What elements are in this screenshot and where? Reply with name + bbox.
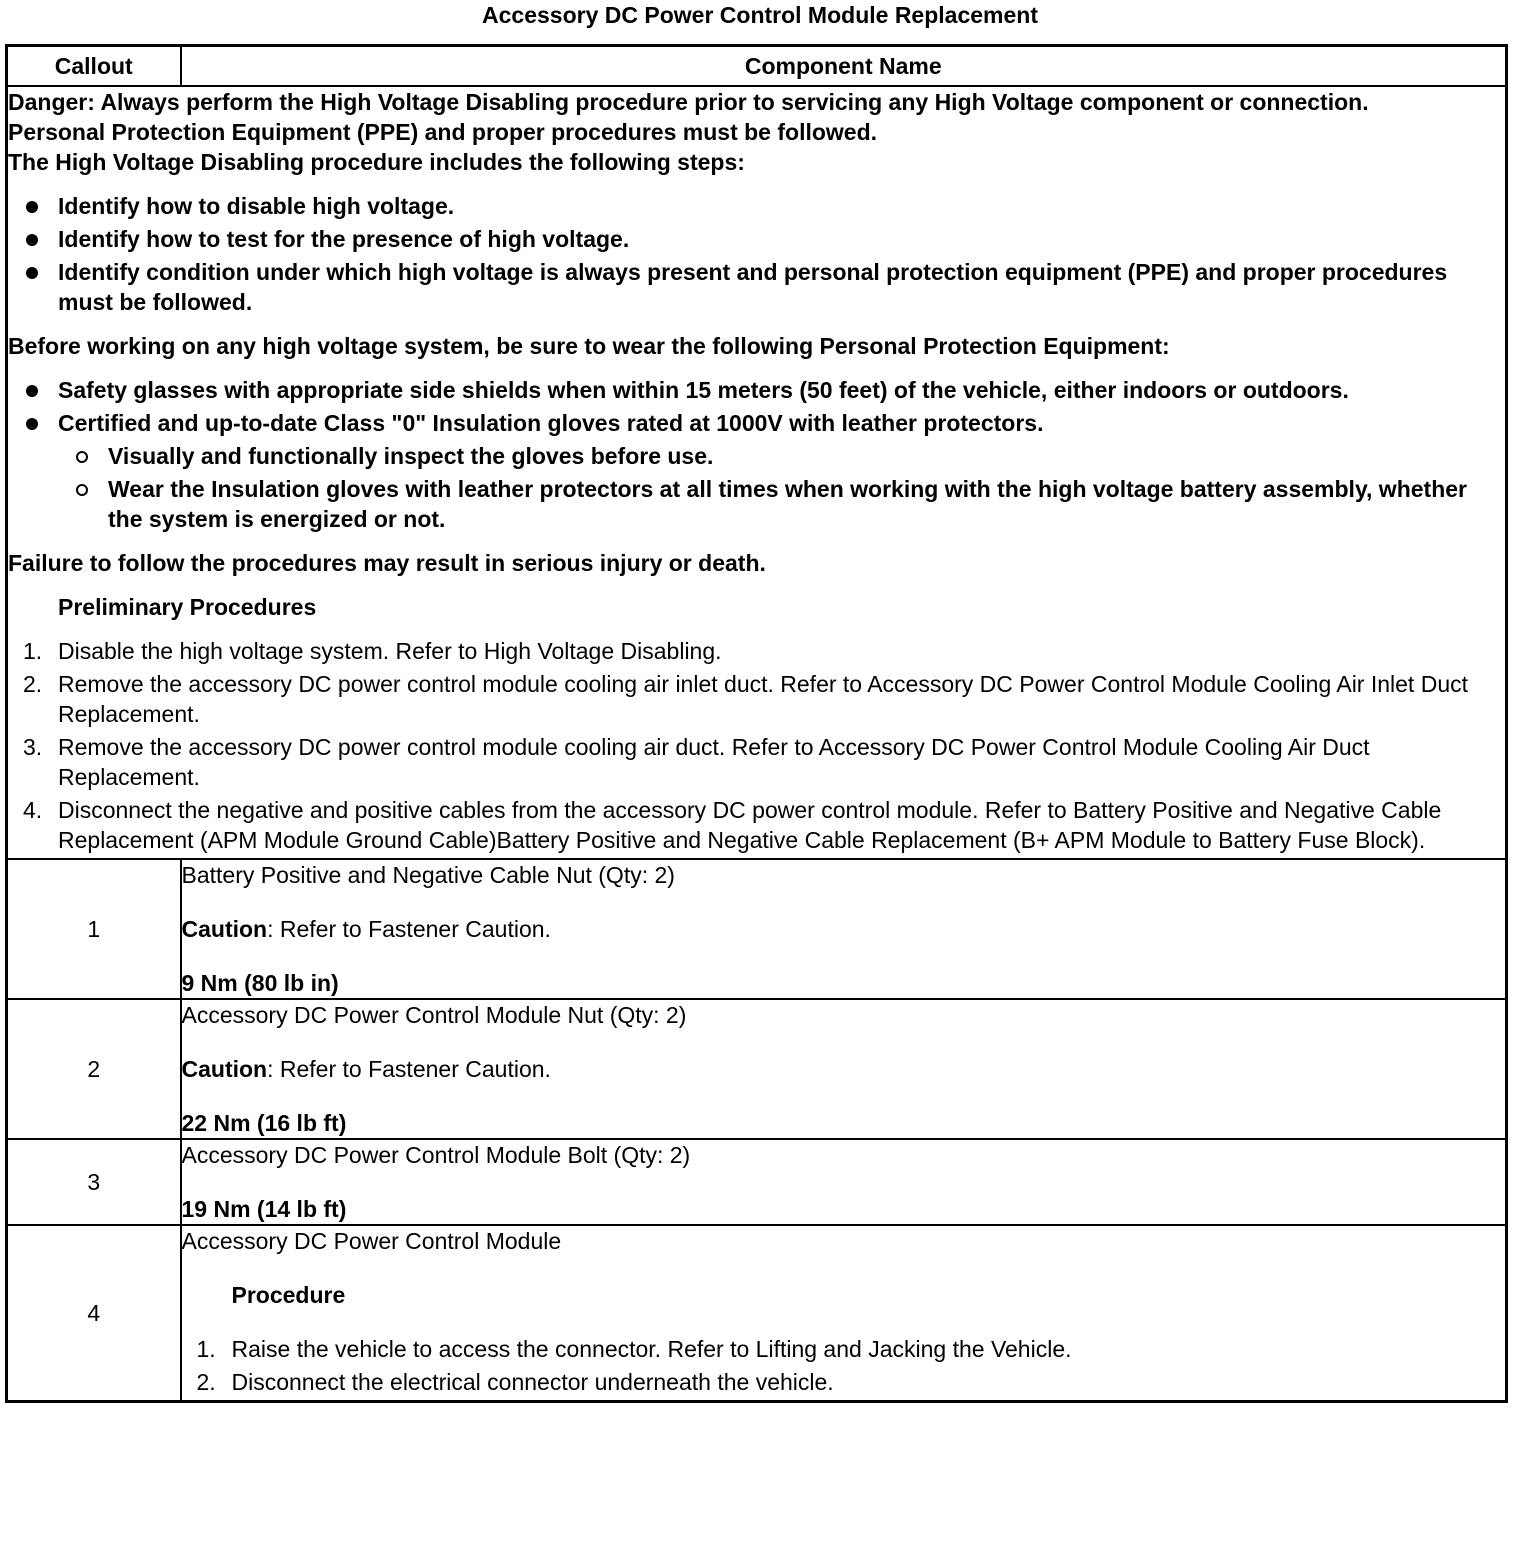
component-cell xyxy=(181,1225,1507,1402)
bullet-icon xyxy=(26,385,38,397)
bullet-icon xyxy=(26,267,38,279)
replacement-table xyxy=(5,44,1508,1403)
callout-cell: 2 xyxy=(7,999,181,1139)
callout-cell: 1 xyxy=(7,859,181,999)
list-item: 2. Disconnect the electrical connector underneath the vehicle. xyxy=(196,1369,834,1395)
bullet-icon xyxy=(26,234,38,246)
preliminary-steps xyxy=(8,636,1505,855)
failure-warning: Failure to follow the procedures may result in serious injury or death. xyxy=(8,550,766,576)
hollow-bullet-icon xyxy=(76,484,88,496)
component-cell xyxy=(181,1139,1507,1225)
danger-cell xyxy=(7,86,1507,859)
procedure-title: Procedure xyxy=(231,1282,346,1308)
table-row xyxy=(7,1225,1507,1402)
torque-spec: 9 Nm (80 lb in) xyxy=(181,970,339,996)
danger-line-2: Personal Protection Equipment (PPE) and proper procedures must be followed. xyxy=(8,119,878,145)
component-name-header: Component Name xyxy=(181,46,1507,87)
list-item: 3. Remove the accessory DC power control module cooling air duct. Refer to Accessory DC Power Control Module Cooling Air Duct Replacement. xyxy=(23,734,1370,790)
glove-sublist xyxy=(58,441,1505,534)
component-cell xyxy=(181,999,1507,1139)
torque-spec: 22 Nm (16 lb ft) xyxy=(181,1110,347,1136)
list-item: 1. Raise the vehicle to access the connector. Refer to Lifting and Jacking the Vehicle. xyxy=(196,1336,1072,1362)
torque-spec: 19 Nm (14 lb ft) xyxy=(181,1196,347,1222)
ppe-intro: Before working on any high voltage system, be sure to wear the following Personal Protection Equipment: xyxy=(8,333,1170,359)
disabling-steps-list xyxy=(8,191,1505,317)
table-row xyxy=(7,999,1507,1139)
list-item: 2. Remove the accessory DC power control module cooling air inlet duct. Refer to Accessory DC Power Control Module Cooling Air Inlet Duct Replacement. xyxy=(23,671,1469,727)
list-item: Identify how to test for the presence of high voltage. xyxy=(8,224,1505,254)
list-item: Safety glasses with appropriate side shields when within 15 meters (50 feet) of the vehicle, either indoors or outdoors. xyxy=(8,375,1505,405)
hollow-bullet-icon xyxy=(76,451,88,463)
component-name: Accessory DC Power Control Module Bolt (Qty: 2) xyxy=(181,1142,691,1168)
document-title: Accessory DC Power Control Module Replacement xyxy=(482,2,1038,28)
table-row xyxy=(7,1139,1507,1225)
danger-line-1: Danger: Always perform the High Voltage Disabling procedure prior to servicing any High Voltage component or connection. xyxy=(8,89,1369,115)
list-item: Visually and functionally inspect the gloves before use. xyxy=(58,441,1505,471)
ppe-list xyxy=(8,375,1505,534)
callout-cell: 3 xyxy=(7,1139,181,1225)
component-name: Battery Positive and Negative Cable Nut (Qty: 2) xyxy=(181,862,675,888)
list-item: 4. Disconnect the negative and positive cables from the accessory DC power control module. Refer to Battery Positive and Negative Cable Replacement (APM Module Ground Cable)Battery Positive and Negative Cable Replacement (B+ APM Module to Battery Fuse Block). xyxy=(23,797,1442,853)
list-item: Wear the Insulation gloves with leather protectors at all times when working with the high voltage battery assembly, whether the system is energized or not. xyxy=(58,474,1505,534)
caution-note: Caution: Refer to Fastener Caution. xyxy=(181,1056,551,1082)
component-cell xyxy=(181,859,1507,999)
component-name: Accessory DC Power Control Module Nut (Qty: 2) xyxy=(181,1002,687,1028)
preliminary-title: Preliminary Procedures xyxy=(58,594,317,620)
caution-note: Caution: Refer to Fastener Caution. xyxy=(181,916,551,942)
danger-row xyxy=(7,86,1507,859)
list-item: Identify condition under which high voltage is always present and personal protection equipment (PPE) and proper procedures must be followed. xyxy=(8,257,1505,317)
header-row xyxy=(7,46,1507,87)
bullet-icon xyxy=(26,418,38,430)
callout-header: Callout xyxy=(7,46,181,87)
danger-line-3: The High Voltage Disabling procedure includes the following steps: xyxy=(8,149,745,175)
table-row xyxy=(7,859,1507,999)
component-name: Accessory DC Power Control Module xyxy=(181,1228,562,1254)
list-item: Certified and up-to-date Class "0" Insulation gloves rated at 1000V with leather protectors. Visually and functionally inspect the gloves before use. Wear the Insulation gloves with leather protectors at all times when working with the high voltage battery assembly, whether the system is energized or not. xyxy=(8,408,1505,534)
callout-cell: 4 xyxy=(7,1225,181,1402)
procedure-steps xyxy=(182,1334,1506,1397)
list-item: Identify how to disable high voltage. xyxy=(8,191,1505,221)
bullet-icon xyxy=(26,201,38,213)
list-item: 1. Disable the high voltage system. Refer to High Voltage Disabling. xyxy=(23,638,722,664)
